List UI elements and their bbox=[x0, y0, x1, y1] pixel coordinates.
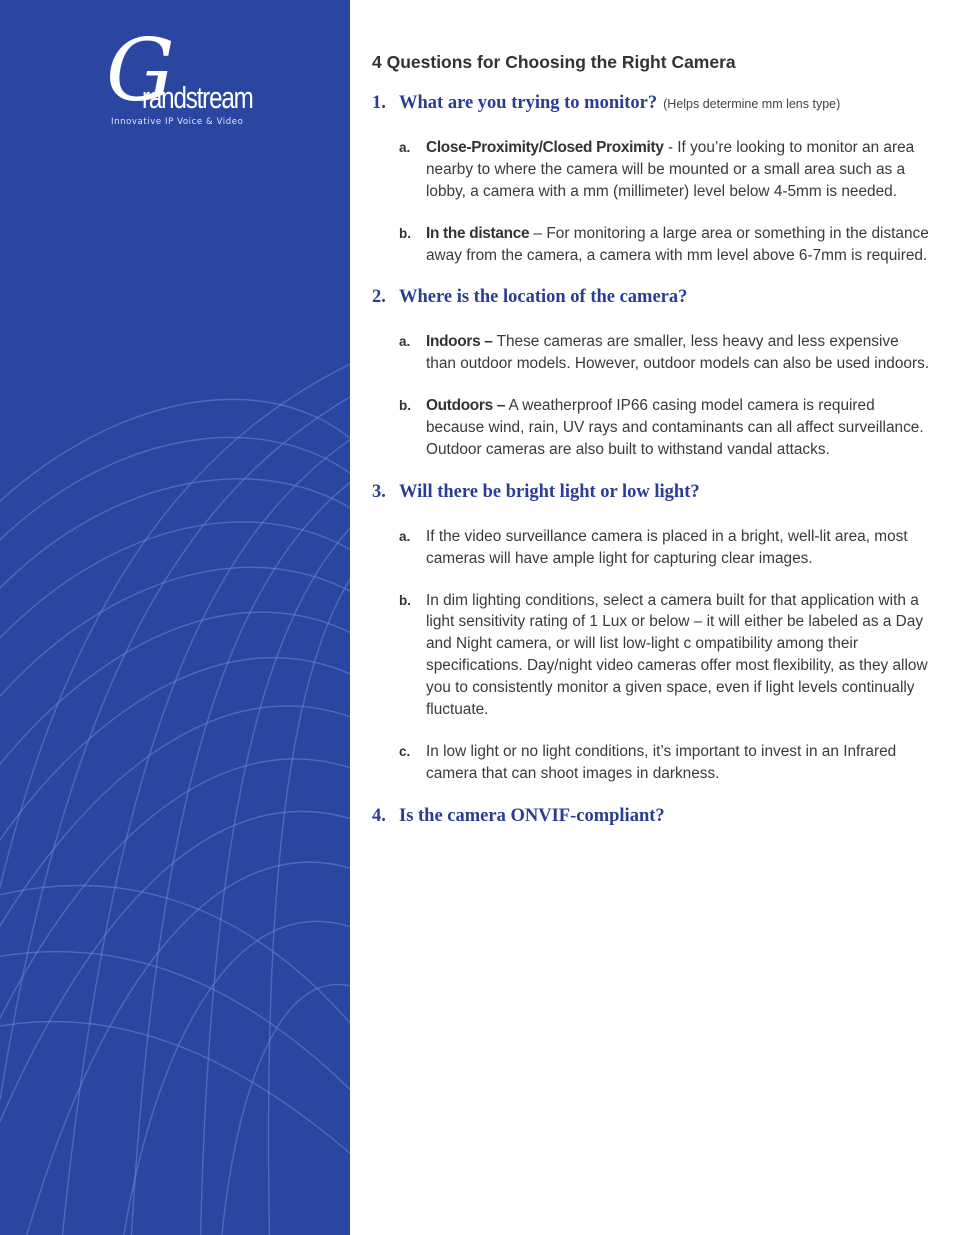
question-number: 2. bbox=[372, 287, 386, 308]
item-text: In dim lighting conditions, select a camera built for that application with a light sensitivity rating of 1 Lux or below – it will either be labeled as a Day and Night camera, or will list low-light c ompatibility among their specifications. Day/night video cameras offer most flexibility, as they allow you to consistently monitor a given space, even if light levels continually fluctuate. bbox=[426, 591, 928, 719]
item-letter: a. bbox=[399, 139, 411, 155]
document-body bbox=[372, 52, 932, 830]
item-text: - If you’re looking to monitor an area nearby to where the camera will be mounted or a small area such as a lobby, a camera with a mm (millimeter) level below 4-5mm is needed. bbox=[426, 138, 915, 200]
list-item bbox=[372, 741, 932, 785]
list-item bbox=[372, 223, 932, 267]
question-title: Is the camera ONVIF-compliant? bbox=[399, 805, 665, 826]
item-text: In low light or no light conditions, it’s important to invest in an Infrared camera that can shoot images in darkness. bbox=[426, 742, 897, 782]
item-term: Outdoors – bbox=[426, 397, 506, 415]
logo-tagline: Innovative IP Voice & Video bbox=[111, 117, 244, 127]
item-letter: a. bbox=[399, 334, 411, 350]
item-letter: c. bbox=[399, 743, 411, 759]
question-4 bbox=[372, 804, 932, 830]
list-item bbox=[372, 395, 932, 461]
question-title: What are you trying to monitor? bbox=[399, 93, 658, 113]
logo-initial: G bbox=[106, 21, 175, 121]
question-note: (Helps determine mm lens type) bbox=[663, 97, 841, 111]
decorative-wave-lines bbox=[0, 0, 350, 1235]
brand-sidebar bbox=[0, 0, 350, 1235]
question-number: 3. bbox=[372, 481, 386, 502]
question-heading bbox=[372, 91, 932, 117]
item-letter: b. bbox=[399, 592, 411, 608]
question-number: 1. bbox=[372, 93, 386, 113]
list-item bbox=[372, 137, 932, 203]
item-term: Indoors – bbox=[426, 333, 493, 351]
question-2 bbox=[372, 285, 932, 460]
item-term: Close-Proximity/Closed Proximity bbox=[426, 138, 664, 156]
list-item bbox=[372, 331, 932, 375]
question-title: Will there be bright light or low light? bbox=[399, 481, 700, 502]
item-letter: b. bbox=[399, 225, 411, 241]
logo-wordmark: randstream bbox=[142, 80, 253, 115]
item-text: These cameras are smaller, less heavy and less expensive than outdoor models. However, outdoor models can also be used indoors. bbox=[426, 333, 930, 373]
question-3 bbox=[372, 480, 932, 785]
list-item bbox=[372, 526, 932, 570]
item-text: A weatherproof IP66 casing model camera is required because wind, rain, UV rays and contaminants can all affect surveillance. Outdoor cameras are also built to withstand vandal attacks. bbox=[426, 397, 924, 458]
item-text: – For monitoring a large area or something in the distance away from the camera, a camera with mm level above 6-7mm is required. bbox=[426, 224, 929, 264]
question-heading bbox=[372, 285, 932, 311]
question-1 bbox=[372, 91, 932, 266]
item-letter: a. bbox=[399, 528, 411, 544]
question-title: Where is the location of the camera? bbox=[399, 287, 688, 308]
list-item bbox=[372, 590, 932, 721]
item-text: If the video surveillance camera is placed in a bright, well-lit area, most cameras will have ample light for capturing clear images. bbox=[426, 527, 908, 567]
item-letter: b. bbox=[399, 398, 411, 414]
document-title: 4 Questions for Choosing the Right Camera bbox=[372, 52, 736, 72]
question-heading bbox=[372, 480, 932, 506]
item-term: In the distance bbox=[426, 224, 530, 242]
question-heading bbox=[372, 804, 932, 830]
grandstream-logo bbox=[106, 21, 253, 132]
question-number: 4. bbox=[372, 805, 386, 826]
